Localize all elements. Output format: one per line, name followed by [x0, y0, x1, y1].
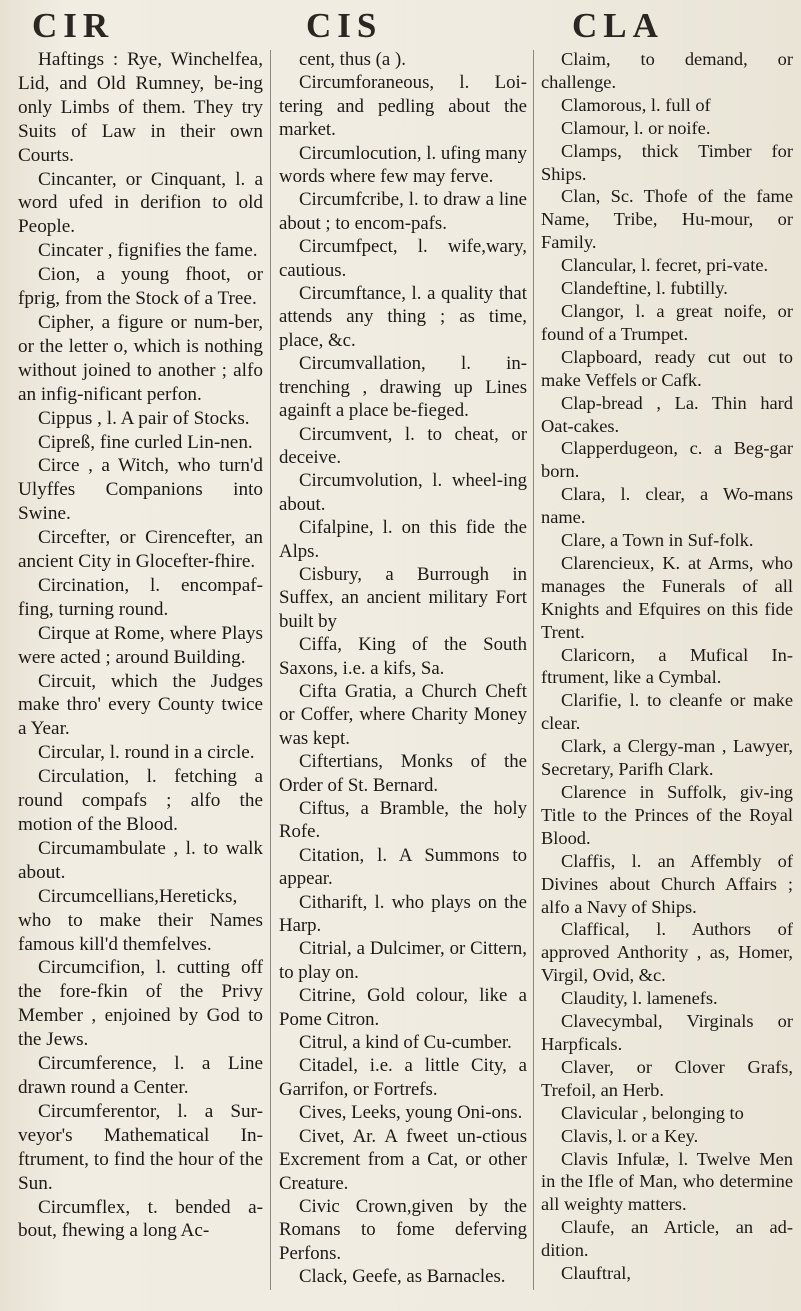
- dictionary-entry: Circumforaneous, l. Loi-tering and pedling about the market.: [279, 72, 527, 141]
- dictionary-entry: Clauftral,: [561, 1263, 631, 1284]
- dictionary-entry: Claffis, l. an Affembly of Divines about Church Affairs ; alfo a Navy of Ships.: [541, 850, 793, 917]
- header-cla: CLA: [572, 6, 664, 45]
- dictionary-entry: Clack, Geefe, as Barnacles.: [299, 1266, 506, 1288]
- dictionary-entry: Clandeftine, l. fubtilly.: [561, 278, 728, 299]
- dictionary-entry: Cippus , l. A pair of Stocks.: [38, 407, 250, 429]
- dictionary-entry: Circular, l. round in a circle.: [38, 742, 255, 764]
- dictionary-entry: Circumvolution, l. wheel-ing about.: [279, 470, 527, 515]
- running-headers: [0, 6, 801, 50]
- dictionary-entry: Clavecymbal, Virginals or Harpficals.: [541, 1011, 793, 1054]
- dictionary-entry: Clavicular , belonging to: [561, 1102, 744, 1123]
- dictionary-entry: Cifta Gratia, a Church Cheft or Coffer, where Charity Money was kept.: [279, 680, 527, 749]
- column-cir: [18, 48, 263, 1243]
- dictionary-entry: Circumcifion, l. cutting off the fore-fkin of the Privy Member , enjoined by God to the Jews.: [18, 957, 263, 1051]
- dictionary-entry: Circumfcribe, l. to draw a line about ; to encom-pafs.: [279, 189, 527, 234]
- dictionary-entry: Clap-bread , La. Thin hard Oat-cakes.: [541, 392, 793, 436]
- dictionary-entry: Clarence in Suffolk, giv-ing Title to the Princes of the Royal Blood.: [541, 782, 793, 848]
- dictionary-entry: Circumference, l. a Line drawn round a Center.: [18, 1053, 263, 1098]
- dictionary-entry: Clare, a Town in Suf-folk.: [561, 530, 754, 551]
- dictionary-entry: Ciftertians, Monks of the Order of St. Bernard.: [279, 751, 527, 796]
- dictionary-entry: Claufe, an Article, an ad-dition.: [541, 1217, 793, 1261]
- dictionary-entry: Clamour, l. or noife.: [561, 117, 711, 138]
- dictionary-entry: Circumfpect, l. wife,wary, cautious.: [279, 236, 527, 281]
- dictionary-entry: Circumflex, t. bended a-bout, fhewing a long Ac-: [18, 1196, 263, 1242]
- dictionary-entry: Circefter, or Cirencefter, an ancient City in Glocefter-fhire.: [18, 527, 263, 573]
- dictionary-entry: Clarifie, l. to cleanfe or make clear.: [541, 690, 793, 734]
- dictionary-entry: Cion, a young fhoot, or fprig, from the Stock of a Tree.: [18, 264, 263, 310]
- dictionary-entry: Cives, Leeks, young Oni-ons.: [299, 1102, 523, 1124]
- dictionary-entry: Circination, l. encompaf-fing, turning round.: [18, 574, 263, 620]
- dictionary-entry: Claffical, l. Authors of approved Anthority , as, Homer, Virgil, Ovid, &c.: [541, 919, 793, 986]
- dictionary-entry: Citrine, Gold colour, like a Pome Citron.: [279, 985, 527, 1030]
- dictionary-entry: Cipreß, fine curled Lin-nen.: [38, 431, 253, 453]
- dictionary-entry: Clan, Sc. Thofe of the fame Name, Tribe, Hu-mour, or Family.: [541, 186, 793, 253]
- dictionary-entry: Cincater , fignifies the fame.: [38, 240, 258, 262]
- dictionary-entry: Citation, l. A Summons to appear.: [279, 844, 527, 890]
- dictionary-entry: Clancular, l. fecret, pri-vate.: [561, 255, 769, 276]
- dictionary-entry: Circumlocution, l. ufing many words where few may ferve.: [279, 142, 527, 188]
- dictionary-entry: Circumferentor, l. a Sur-veyor's Mathematical In-ftrument, to find the hour of the Sun.: [18, 1100, 263, 1194]
- dictionary-entry: Clavis, l. or a Key.: [561, 1125, 699, 1146]
- dictionary-entry: Ciffa, King of the South Saxons, i.e. a kifs, Sa.: [279, 634, 527, 679]
- dictionary-entry: Cisbury, a Burrough in Suffex, an ancient military Fort built by: [279, 563, 527, 632]
- dictionary-entry: Citrial, a Dulcimer, or Cittern, to play on.: [279, 938, 527, 983]
- dictionary-entry: Clark, a Clergy-man , Lawyer, Secretary, Parifh Clark.: [541, 736, 793, 780]
- dictionary-entry: Circumftance, l. a quality that attends any thing ; as time, place, &c.: [279, 283, 527, 351]
- dictionary-entry: Clamps, thick Timber for Ships.: [541, 140, 793, 184]
- dictionary-entry: Civic Crown,given by the Romans to fome deferving Perfons.: [279, 1195, 527, 1264]
- dictionary-entry: Ciftus, a Bramble, the holy Rofe.: [279, 798, 527, 843]
- column-cis: [279, 48, 527, 1289]
- dictionary-entry: Clamorous, l. full of: [561, 94, 711, 115]
- dictionary-entry: Civet, Ar. A fweet un-ctious Excrement from a Cat, or other Creature.: [279, 1125, 527, 1194]
- dictionary-entry: Circe , a Witch, who turn'd Ulyffes Companions into Swine.: [18, 455, 263, 525]
- header-cir: CIR: [32, 6, 115, 45]
- dictionary-entry: Cirque at Rome, where Plays were acted ; around Building.: [18, 622, 263, 668]
- dictionary-entry: Claver, or Clover Grafs, Trefoil, an Herb.: [541, 1056, 793, 1100]
- dictionary-entry: Circuit, which the Judges make thro' every County twice a Year.: [18, 670, 263, 740]
- dictionary-entry: Claudity, l. lamenefs.: [561, 988, 718, 1009]
- header-cis: CIS: [306, 6, 383, 45]
- dictionary-entry: Clara, l. clear, a Wo-mans name.: [541, 484, 793, 528]
- dictionary-entry: Clapboard, ready cut out to make Veffels or Cafk.: [541, 346, 793, 390]
- dictionary-entry: Clapperdugeon, c. a Beg-gar born.: [541, 438, 793, 482]
- dictionary-entry: Circumvent, l. to cheat, or deceive.: [279, 423, 527, 468]
- column-rule: [533, 50, 534, 1290]
- dictionary-entry: Clarencieux, K. at Arms, who manages the Funerals of all Knights and Efquires on this fide Trent.: [541, 552, 793, 642]
- dictionary-entry: Citadel, i.e. a little City, a Garrifon, or Fortrefs.: [279, 1055, 527, 1100]
- dictionary-entry: Cincanter, or Cinquant, l. a word ufed in derifion to old People.: [18, 168, 263, 238]
- dictionary-entry: Citrul, a kind of Cu-cumber.: [299, 1032, 512, 1054]
- dictionary-entry: Circumcellians,Hereticks, who to make their Names famous kill'd themfelves.: [18, 885, 263, 955]
- dictionary-entry: Clavis Infulæ, l. Twelve Men in the Ifle of Man, who determine all weighty matters.: [541, 1148, 793, 1215]
- dictionary-entry: Citharift, l. who plays on the Harp.: [279, 891, 527, 937]
- dictionary-entry: Circumvallation, l. in-trenching , drawing up Lines againft a place be-fieged.: [279, 353, 527, 422]
- dictionary-entry: cent, thus (a ).: [299, 49, 406, 70]
- dictionary-entry: Cifalpine, l. on this fide the Alps.: [279, 517, 527, 562]
- dictionary-entry: Circumambulate , l. to walk about.: [18, 837, 263, 883]
- dictionary-entry: Clangor, l. a great noife, or found of a Trumpet.: [541, 300, 793, 344]
- column-cla: [541, 48, 793, 1285]
- dictionary-entry: Cipher, a figure or num-ber, or the letter o, which is nothing without joined to another ; alfo an infig-nificant perfon.: [18, 311, 263, 405]
- dictionary-entry: Claricorn, a Mufical In-ftrument, like a Cymbal.: [541, 644, 793, 688]
- dictionary-entry: Circulation, l. fetching a round compafs ; alfo the motion of the Blood.: [18, 766, 263, 835]
- dictionary-entry: Claim, to demand, or challenge.: [541, 49, 793, 92]
- dictionary-entry: Haftings : Rye, Winchelfea, Lid, and Old Rumney, be-ing only Limbs of them. They try Suits of Law in their own Courts.: [18, 49, 263, 166]
- column-rule: [270, 50, 271, 1290]
